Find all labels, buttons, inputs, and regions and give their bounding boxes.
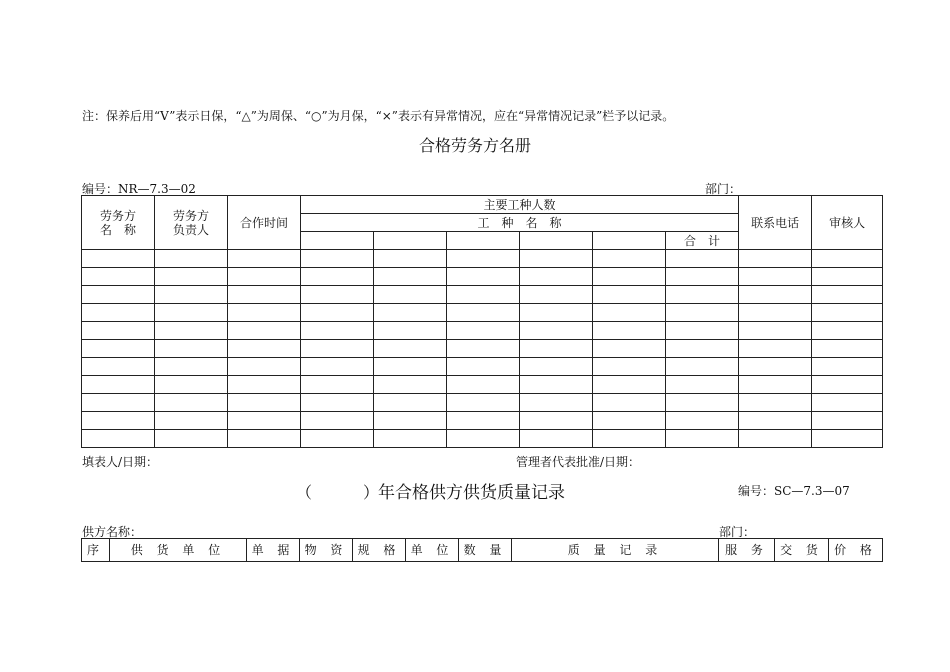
table-cell[interactable]: [447, 286, 520, 304]
table-cell[interactable]: [812, 250, 883, 268]
table-cell[interactable]: [593, 394, 666, 412]
table-cell[interactable]: [812, 376, 883, 394]
table-row: [82, 286, 883, 304]
column-header: 供 货 单 位: [110, 539, 247, 562]
table-cell[interactable]: [593, 376, 666, 394]
table-cell[interactable]: [155, 268, 228, 286]
form2-doc-number: 编号：SC—7.3—07: [738, 484, 850, 498]
table-cell[interactable]: [520, 250, 593, 268]
table-cell[interactable]: [82, 250, 155, 268]
supplier-name-label: 供方名称：: [82, 525, 143, 539]
table-cell[interactable]: [812, 286, 883, 304]
table-cell[interactable]: [228, 322, 301, 340]
table-cell[interactable]: [812, 412, 883, 430]
table-row: [82, 376, 883, 394]
table-cell[interactable]: [301, 412, 374, 430]
table-cell[interactable]: [666, 286, 739, 304]
header-total: 合 计: [666, 232, 739, 250]
table-cell[interactable]: [374, 286, 447, 304]
table-cell[interactable]: [593, 340, 666, 358]
table-cell[interactable]: [155, 322, 228, 340]
table-cell[interactable]: [593, 430, 666, 448]
year-paren-right: ）: [363, 483, 380, 502]
header-coop-time: 合作时间: [228, 196, 301, 250]
table-cell[interactable]: [301, 268, 374, 286]
table-cell[interactable]: [82, 394, 155, 412]
table-cell[interactable]: [228, 376, 301, 394]
table-cell[interactable]: [374, 430, 447, 448]
table-cell[interactable]: [228, 286, 301, 304]
table-cell[interactable]: [447, 358, 520, 376]
table-row: [82, 412, 883, 430]
work-type-cell[interactable]: [593, 232, 666, 250]
form1-title: 合格劳务方名册: [418, 136, 531, 155]
table-cell[interactable]: [155, 430, 228, 448]
table-cell[interactable]: [812, 340, 883, 358]
supply-quality-table: [81, 538, 883, 562]
header-reviewer: 审核人: [812, 196, 883, 250]
table-cell[interactable]: [228, 250, 301, 268]
table-cell[interactable]: [228, 394, 301, 412]
work-type-cell[interactable]: [520, 232, 593, 250]
table-cell[interactable]: [82, 286, 155, 304]
work-type-cell[interactable]: [374, 232, 447, 250]
column-header: 交 货: [775, 539, 829, 562]
work-type-cell[interactable]: [301, 232, 374, 250]
table-cell[interactable]: [155, 304, 228, 322]
table-cell[interactable]: [593, 286, 666, 304]
table-cell[interactable]: [301, 340, 374, 358]
table-row: [82, 358, 883, 376]
table-cell[interactable]: [301, 322, 374, 340]
table-cell[interactable]: [155, 250, 228, 268]
table-cell[interactable]: [155, 286, 228, 304]
table-cell[interactable]: [666, 250, 739, 268]
table-cell[interactable]: [301, 394, 374, 412]
table-row: [82, 250, 883, 268]
table-cell[interactable]: [228, 304, 301, 322]
table-cell[interactable]: [593, 322, 666, 340]
column-header: 服 务: [719, 539, 775, 562]
form1-department-label: 部门：: [705, 182, 742, 196]
table-cell[interactable]: [666, 412, 739, 430]
column-header: 规 格: [353, 539, 406, 562]
form2-department-label: 部门：: [719, 525, 756, 539]
table-row: [82, 304, 883, 322]
table-cell[interactable]: [301, 358, 374, 376]
table-cell[interactable]: [812, 304, 883, 322]
table-cell[interactable]: [739, 304, 812, 322]
table-cell[interactable]: [155, 394, 228, 412]
table-cell[interactable]: [301, 304, 374, 322]
table-cell[interactable]: [374, 394, 447, 412]
year-paren-left: （: [296, 483, 313, 502]
table-cell[interactable]: [82, 322, 155, 340]
column-header: 序: [82, 539, 110, 562]
table-cell[interactable]: [155, 358, 228, 376]
table-cell[interactable]: [666, 340, 739, 358]
table-cell[interactable]: [447, 394, 520, 412]
table-cell[interactable]: [447, 340, 520, 358]
table-cell[interactable]: [812, 430, 883, 448]
table-cell[interactable]: [593, 304, 666, 322]
table-cell[interactable]: [593, 358, 666, 376]
table-cell[interactable]: [812, 358, 883, 376]
table-row: [82, 268, 883, 286]
table-cell[interactable]: [593, 268, 666, 286]
table-cell[interactable]: [228, 340, 301, 358]
table-cell[interactable]: [739, 394, 812, 412]
table-cell[interactable]: [82, 268, 155, 286]
table-cell[interactable]: [82, 304, 155, 322]
approval-date-label: 管理者代表批准/日期：: [516, 455, 641, 469]
table-cell[interactable]: [812, 322, 883, 340]
table-cell[interactable]: [82, 358, 155, 376]
table-cell[interactable]: [155, 412, 228, 430]
table-cell[interactable]: [374, 412, 447, 430]
table-cell[interactable]: [155, 376, 228, 394]
header-main-workers: 主要工种人数: [301, 196, 739, 214]
form2-title: 年合格供方供货质量记录: [378, 483, 565, 503]
table-cell[interactable]: [739, 358, 812, 376]
header-company-name: 劳务方 名 称: [82, 196, 155, 250]
table-cell[interactable]: [812, 268, 883, 286]
table-cell[interactable]: [82, 430, 155, 448]
column-header: 物 资: [300, 539, 353, 562]
labor-provider-rows: [82, 250, 883, 448]
table-cell[interactable]: [666, 394, 739, 412]
column-header: 单 位: [406, 539, 459, 562]
table-cell[interactable]: [520, 358, 593, 376]
table-cell[interactable]: [739, 430, 812, 448]
table-cell[interactable]: [447, 322, 520, 340]
table-cell[interactable]: [374, 268, 447, 286]
table-cell[interactable]: [666, 430, 739, 448]
column-header: 数 量: [459, 539, 512, 562]
table-cell[interactable]: [739, 340, 812, 358]
table-cell[interactable]: [520, 376, 593, 394]
table-cell[interactable]: [666, 268, 739, 286]
form1-doc-number: 编号：NR—7.3—02: [82, 182, 196, 196]
work-type-cell[interactable]: [447, 232, 520, 250]
header-work-type-name: 工 种 名 称: [301, 214, 739, 232]
table-cell[interactable]: [374, 358, 447, 376]
table-cell[interactable]: [739, 376, 812, 394]
table-cell[interactable]: [228, 268, 301, 286]
table-cell[interactable]: [666, 322, 739, 340]
column-header: 质 量 记 录: [512, 539, 719, 562]
table-row: [82, 394, 883, 412]
table-cell[interactable]: [301, 430, 374, 448]
column-header: 价 格: [829, 539, 883, 562]
table-cell[interactable]: [520, 322, 593, 340]
table-row: [82, 322, 883, 340]
table-cell[interactable]: [374, 304, 447, 322]
header-manager: 劳务方 负责人: [155, 196, 228, 250]
table-cell[interactable]: [374, 376, 447, 394]
table-cell[interactable]: [739, 286, 812, 304]
filler-date-label: 填表人/日期：: [82, 455, 159, 469]
table-cell[interactable]: [447, 430, 520, 448]
table-cell[interactable]: [739, 412, 812, 430]
table-cell[interactable]: [520, 340, 593, 358]
table-cell[interactable]: [447, 268, 520, 286]
table-cell[interactable]: [447, 412, 520, 430]
table-cell[interactable]: [374, 250, 447, 268]
header-phone: 联系电话: [739, 196, 812, 250]
table-cell[interactable]: [228, 358, 301, 376]
table-cell[interactable]: [447, 250, 520, 268]
table-cell[interactable]: [520, 268, 593, 286]
table-cell[interactable]: [228, 412, 301, 430]
table-cell[interactable]: [739, 268, 812, 286]
table-cell[interactable]: [739, 250, 812, 268]
column-header: 单 据: [247, 539, 300, 562]
table-cell[interactable]: [666, 358, 739, 376]
table-cell[interactable]: [447, 376, 520, 394]
table-cell[interactable]: [374, 322, 447, 340]
table-cell[interactable]: [739, 322, 812, 340]
table-cell[interactable]: [666, 304, 739, 322]
table-cell[interactable]: [593, 412, 666, 430]
table-row: [82, 430, 883, 448]
table-row: [82, 340, 883, 358]
table-cell[interactable]: [520, 412, 593, 430]
table-cell[interactable]: [520, 394, 593, 412]
table-cell[interactable]: [301, 250, 374, 268]
table-cell[interactable]: [228, 430, 301, 448]
table-cell[interactable]: [82, 340, 155, 358]
table-cell[interactable]: [593, 250, 666, 268]
table-cell[interactable]: [520, 304, 593, 322]
table-cell[interactable]: [447, 304, 520, 322]
table-cell[interactable]: [82, 376, 155, 394]
supply-quality-header-row: [82, 539, 883, 562]
table-cell[interactable]: [812, 394, 883, 412]
table-cell[interactable]: [82, 412, 155, 430]
table-cell[interactable]: [301, 286, 374, 304]
table-cell[interactable]: [520, 286, 593, 304]
labor-provider-table: [81, 195, 883, 448]
table-cell[interactable]: [520, 430, 593, 448]
table-cell[interactable]: [301, 376, 374, 394]
table-cell[interactable]: [374, 340, 447, 358]
table-cell[interactable]: [666, 376, 739, 394]
maintenance-note: 注：保养后用“V”表示日保，“△”为周保、“○”为月保，“×”表示有异常情况，应在“异常情况记录”栏予以记录。: [82, 109, 675, 123]
table-cell[interactable]: [155, 340, 228, 358]
